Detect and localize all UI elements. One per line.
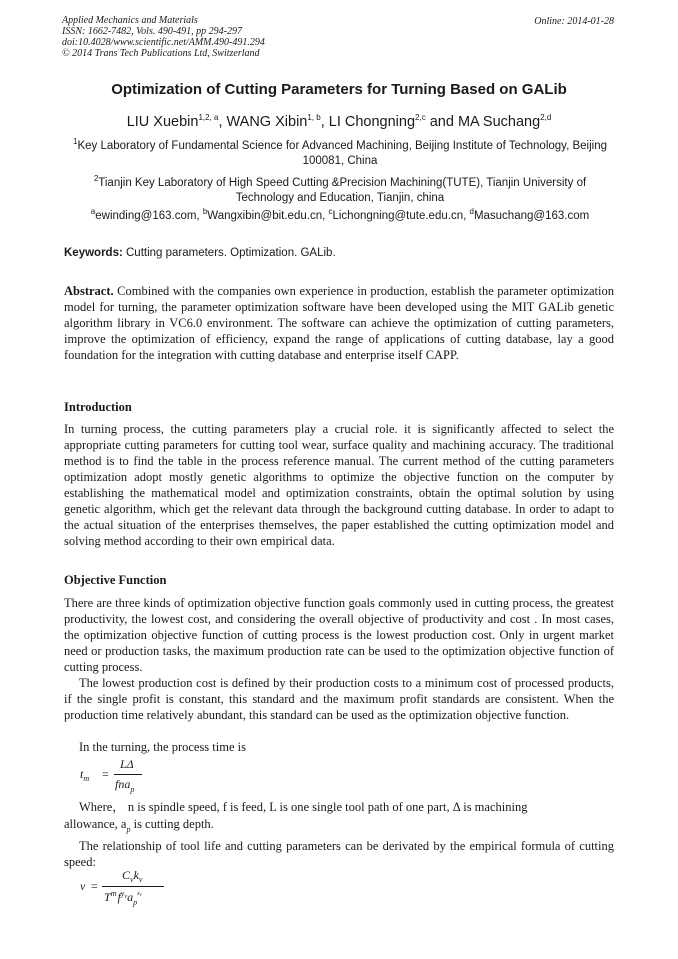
doi: doi:10.4028/www.scientific.net/AMM.490-491.294 [62,37,265,48]
author-affiliation-mark: 1, b [307,113,321,123]
author-name: WANG Xibin [226,114,308,130]
email-text: ewinding@163.com, [95,210,203,222]
introduction-text: In turning process, the cutting parameters play a crucial role. it is significantly affected to select the appropriate cutting parameters for cutting tool wear, surface quality and machining accuracy. The traditional method is to find the table in the process reference manual. The current method of the cutting parameters optimization adopt mostly genetic algorithms to optimize the objective function on the computer by establishing the mathematical model and optimization constraints, obtain the optimal solution by using genetic algorithm, which get the relevant data through the background cutting database. In order to adapt to the actual situation of the enterprises themselves, the paper established the cutting optimization model and solving method according to their own empirical data. [64,422,614,548]
abstract-label: Abstract. [64,284,114,298]
author-name: LI Chongning [328,114,416,130]
equation-process-time [80,757,160,797]
eq2-den-x-sub: v [139,893,142,898]
eq2-lhs: v [80,879,86,893]
eq2-num-sub1: v [130,875,134,884]
email-mark: d [469,207,474,217]
affiliation-2 [64,176,616,206]
author-emails [64,207,616,222]
journal-name: Applied Mechanics and Materials [62,15,198,26]
process-time-intro: In the turning, the process time is [79,740,246,754]
author-separator: , [218,114,227,130]
eq1-equals: = [102,767,109,781]
abstract [64,283,614,363]
eq1-den-text: fna [115,777,131,791]
tool-life-text: The relationship of tool life and cutting parameters can be derivated by the empirical formula of cutting speed: [64,839,614,869]
email-text: Wangxibin@bit.edu.cn, [207,210,329,222]
online-date: Online: 2014-01-28 [534,16,614,27]
eq2-den-f: f [117,890,121,904]
objective-paragraph-2: The lowest production cost is defined by their production costs to a minimum cost of processed products, if the single profit is constant, this standard and the maximum profit standards are consistent. When the production time relatively abundant, this standard can be used as the optimization objective function. [64,676,614,722]
affiliation-text: Key Laboratory of Fundamental Science for Advanced Machining, Beijing Institute of Technology, Beijing 100081, China [77,140,607,167]
where-line-2-end: is cutting depth. [130,817,214,831]
eq2-den-y-sub: v [124,894,128,900]
email-text: Lichongning@tute.edu.cn, [332,210,470,222]
eq2-numerator [122,868,142,883]
affiliation-mark: 1 [73,137,78,147]
affiliation-1 [64,139,616,169]
eq1-fraction-bar [114,774,142,775]
author-name: LIU Xuebin [126,114,199,130]
email-mark: b [202,207,208,217]
keywords-text: Cutting parameters. Optimization. GALib. [122,247,336,259]
eq2-den-x: x [137,891,140,897]
section-heading-introduction: Introduction [64,400,132,414]
eq2-den-y: y [120,889,125,898]
author-name: MA Suchang [457,114,541,130]
eq2-num-c: C [122,868,131,882]
author-separator: and [425,114,458,130]
eq2-num-k: k [133,868,139,882]
email-mark: a [90,207,96,217]
affiliation-mark: 2 [93,174,99,184]
where-line-2-text: allowance, a [64,817,127,831]
eq1-lhs [80,767,89,782]
author-separator: , [320,114,329,130]
eq2-denominator [104,890,142,905]
eq1-den-subscript: p [130,785,135,794]
where-line-2-subscript: p [126,825,131,834]
eq2-den-m: m [110,889,117,898]
author-affiliation-mark: 1,2, a [198,113,219,123]
where-line-1: Where， n is spindle speed, f is feed, L is one single tool path of one part, Δ is machining [79,800,528,814]
author-list [0,114,678,130]
eq2-den-t: T [104,890,111,904]
email-text: Masuchang@163.com [473,210,590,222]
section-heading-objective-function: Objective Function [64,573,167,587]
email-mark: c [328,207,333,217]
author-affiliation-mark: 2,c [415,113,426,123]
issn: ISSN: 1662-7482, Vols. 490-491, pp 294-297 [62,26,242,37]
where-line-2 [64,816,614,834]
eq1-lhs-subscript: m [83,774,90,783]
eq2-equals: = [91,879,98,893]
eq2-fraction-bar [102,886,164,887]
author-affiliation-mark: 2,d [540,113,552,123]
copyright: © 2014 Trans Tech Publications Ltd, Switzerland [62,48,260,59]
abstract-text: Combined with the companies own experience in production, establish the parameter optimization model for turning, the parameter optimization software have been developed using the MIT GALib genetic algorithm library in VC6.0 environment. The software can achieve the optimization of cutting parameters, improve the optimization of efficiency, expand the range of applications of cutting database, lay a good foundation for the integration with cutting database and enterprise itself CAPP. [64,284,614,362]
eq1-numerator: LΔ [120,757,134,771]
keywords [64,247,336,259]
paper-title: Optimization of Cutting Parameters for Turning Based on GALib [111,81,567,98]
eq1-denominator [115,777,134,792]
keywords-label: Keywords: [64,247,123,259]
eq2-den-a: a [127,890,134,904]
equation-cutting-speed [80,868,180,908]
eq2-den-p: p [133,898,138,907]
eq2-num-sub2: v [138,875,143,884]
affiliation-text: Tianjin Key Laboratory of High Speed Cutting &Precision Machining(TUTE), Tianjin University of Technology and Education, Tianjin, china [98,177,587,204]
eq1-lhs-symbol: t [80,767,84,781]
objective-paragraph-1: There are three kinds of optimization objective function goals commonly used in cutting process, the greatest productivity, the lowest cost, and considering the overall objective of productivity and cost . In most cases, the optimization objective function of cutting process is the lowest production cost. Only in urgent market need or production tasks, the maximum production rate can be used to the optimization objective function of cutting process. [64,596,614,674]
